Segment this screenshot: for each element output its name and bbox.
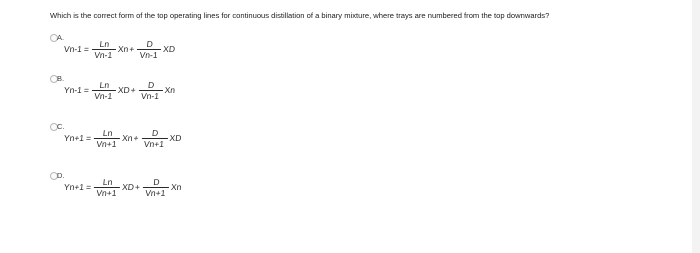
- fraction-numerator: D: [147, 79, 155, 90]
- eq-plus: +: [130, 85, 137, 95]
- eq-variable: Xn: [170, 182, 182, 192]
- page-scrollbar[interactable]: [692, 0, 700, 253]
- equation-d: [62, 170, 183, 204]
- question-text: Which is the correct form of the top operating lines for continuous distillation of a binary mixture, where trays are numbered from the top downwards?: [50, 11, 550, 20]
- fraction-numerator: D: [151, 127, 159, 138]
- option-a[interactable]: [50, 32, 350, 70]
- fraction-2: [138, 80, 164, 101]
- fraction-numerator: D: [146, 38, 154, 49]
- eq-variable: XD: [169, 133, 182, 143]
- eq-lhs: Vn-1: [63, 44, 83, 54]
- equation-c: [62, 121, 183, 155]
- fraction-numerator: Ln: [102, 176, 113, 187]
- fraction-numerator: Ln: [99, 79, 110, 90]
- fraction-2: [142, 177, 170, 198]
- eq-lhs: Yn-1: [63, 85, 83, 95]
- fraction-2: [140, 128, 168, 149]
- fraction-numerator: Ln: [102, 127, 113, 138]
- fraction-1: [93, 128, 121, 149]
- fraction-denominator: Vn-1: [91, 49, 116, 60]
- eq-equals: =: [85, 182, 92, 192]
- eq-lhs: Yn+1: [63, 133, 85, 143]
- equation-a: [62, 32, 177, 66]
- fraction-numerator: D: [152, 176, 161, 187]
- eq-variable: XD: [121, 182, 135, 192]
- eq-equals: =: [83, 44, 90, 54]
- fraction-denominator: Vn+1: [93, 187, 120, 198]
- equation-b: [62, 73, 177, 107]
- eq-variable: Xn: [121, 133, 134, 143]
- fraction-2: [136, 39, 162, 60]
- option-letter: A.: [57, 33, 65, 42]
- option-letter: B.: [57, 74, 65, 83]
- option-d[interactable]: [50, 170, 350, 208]
- eq-plus: +: [128, 44, 135, 54]
- eq-equals: =: [83, 85, 90, 95]
- option-c[interactable]: [50, 121, 350, 159]
- option-letter: C.: [57, 122, 65, 131]
- fraction-numerator: Ln: [99, 38, 110, 49]
- option-letter: D.: [57, 171, 65, 180]
- fraction-denominator: Vn+1: [93, 138, 120, 149]
- fraction-1: [93, 177, 121, 198]
- eq-plus: +: [133, 133, 140, 143]
- fraction-denominator: Vn-1: [91, 90, 116, 101]
- eq-variable: XD: [117, 85, 131, 95]
- eq-plus: +: [134, 182, 141, 192]
- fraction-1: [91, 80, 117, 101]
- fraction-denominator: Vn-1: [138, 90, 163, 101]
- fraction-denominator: Vn+1: [142, 187, 169, 198]
- fraction-denominator: Vn-1: [136, 49, 161, 60]
- eq-variable: Xn: [164, 85, 176, 95]
- fraction-1: [91, 39, 117, 60]
- eq-variable: XD: [162, 44, 176, 54]
- eq-variable: Xn: [117, 44, 129, 54]
- eq-equals: =: [85, 133, 92, 143]
- option-b[interactable]: [50, 73, 350, 111]
- fraction-denominator: Vn+1: [140, 138, 167, 149]
- eq-lhs: Yn+1: [63, 182, 85, 192]
